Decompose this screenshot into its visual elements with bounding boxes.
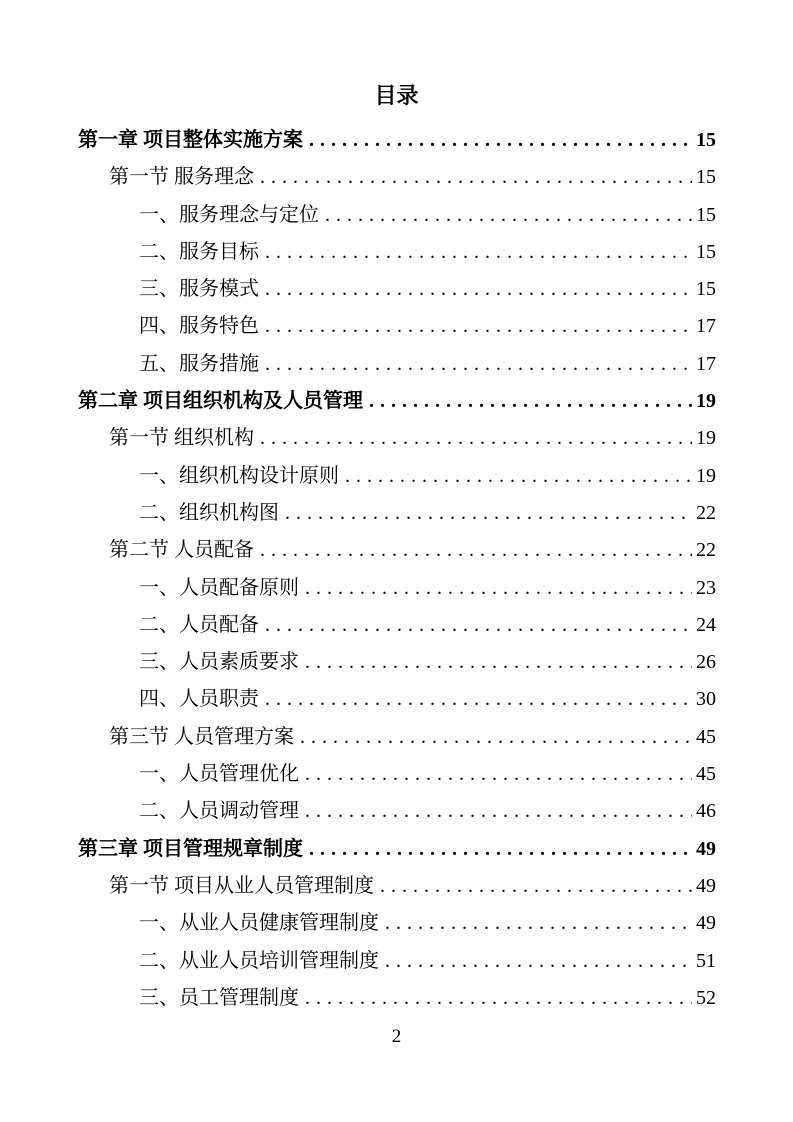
toc-entry-label: 二、组织机构图 [139,501,279,524]
toc-entry[interactable] [78,607,716,644]
toc-entry-page: 19 [696,390,716,413]
dot-leader-icon [265,346,692,383]
toc-entry-label: 一、组织机构设计原则 [139,464,339,487]
toc-entry-page: 17 [696,352,716,375]
toc-entry-page: 45 [696,763,716,786]
toc-entry[interactable] [78,943,716,980]
dot-leader-icon [385,943,692,980]
toc-entry[interactable] [78,719,716,756]
toc-entry-label: 二、从业人员培训管理制度 [139,949,379,972]
dot-leader-icon [300,719,692,756]
toc-entry-label: 一、服务理念与定位 [139,203,319,226]
toc-entry[interactable] [78,495,716,532]
toc-entry-page: 15 [696,203,716,226]
toc-entry-page: 23 [696,576,716,599]
toc-entry[interactable] [78,532,716,569]
dot-leader-icon [305,980,692,1017]
toc-entry[interactable] [78,234,716,271]
toc-entry-page: 22 [696,501,716,524]
dot-leader-icon [309,122,692,159]
dot-leader-icon [260,532,692,569]
toc-entry[interactable] [78,831,716,868]
toc-entry[interactable] [78,159,716,196]
dot-leader-icon [260,420,692,457]
toc-entry-page: 49 [696,837,716,860]
dot-leader-icon [305,756,692,793]
toc-entry-page: 15 [696,278,716,301]
toc-entry[interactable] [78,756,716,793]
dot-leader-icon [309,831,692,868]
toc-entry[interactable] [78,346,716,383]
toc-list [78,122,716,1017]
toc-entry[interactable] [78,122,716,159]
dot-leader-icon [385,905,692,942]
toc-entry[interactable] [78,308,716,345]
toc-entry-label: 第三章 项目管理规章制度 [78,837,303,860]
toc-entry[interactable] [78,868,716,905]
dot-leader-icon [325,197,692,234]
toc-entry-label: 第一章 项目整体实施方案 [78,129,303,151]
toc-entry-label: 一、从业人员健康管理制度 [139,912,379,935]
toc-entry[interactable] [78,570,716,607]
dot-leader-icon [265,234,692,271]
toc-entry-page: 22 [696,539,716,562]
toc-entry-page: 15 [696,166,716,189]
toc-entry-label: 三、员工管理制度 [139,986,299,1009]
toc-entry-label: 一、人员配备原则 [139,576,299,599]
toc-entry[interactable] [78,271,716,308]
toc-entry-page: 24 [696,613,716,636]
toc-entry-label: 五、服务措施 [139,352,259,375]
toc-entry[interactable] [78,644,716,681]
toc-entry-page: 51 [696,949,716,972]
toc-entry-page: 46 [696,800,716,823]
dot-leader-icon [305,570,692,607]
dot-leader-icon [305,644,692,681]
dot-leader-icon [285,495,692,532]
toc-entry[interactable] [78,458,716,495]
toc-entry[interactable] [78,980,716,1017]
toc-entry-label: 第一节 项目从业人员管理制度 [109,874,374,897]
toc-entry[interactable] [78,681,716,718]
toc-entry-page: 49 [696,874,716,897]
toc-entry-label: 二、人员配备 [139,613,259,636]
toc-entry-label: 第三节 人员管理方案 [109,725,294,748]
toc-entry-label: 四、服务特色 [139,315,259,338]
toc-entry-page: 19 [696,427,716,450]
dot-leader-icon [380,868,692,905]
dot-leader-icon [265,607,692,644]
toc-entry[interactable] [78,383,716,420]
toc-entry[interactable] [78,197,716,234]
toc-entry-page: 49 [696,912,716,935]
toc-entry-label: 三、人员素质要求 [139,651,299,674]
toc-entry-page: 52 [696,986,716,1009]
dot-leader-icon [345,458,692,495]
toc-entry[interactable] [78,793,716,830]
toc-entry-label: 第一节 组织机构 [109,427,254,450]
toc-entry-label: 第一节 服务理念 [109,166,254,189]
footer-page-number: 2 [391,1026,402,1047]
dot-leader-icon [369,383,692,420]
dot-leader-icon [305,793,692,830]
toc-entry-page: 15 [696,129,716,151]
toc-entry-page: 45 [696,725,716,748]
toc-entry-label: 三、服务模式 [139,278,259,301]
toc-entry[interactable] [78,420,716,457]
toc-entry-page: 17 [696,315,716,338]
toc-entry-page: 26 [696,651,716,674]
page-title: 目录 [374,83,419,108]
toc-entry-page: 19 [696,464,716,487]
toc-entry-page: 30 [696,688,716,711]
toc-entry-label: 一、人员管理优化 [139,763,299,786]
toc-entry-page: 15 [696,240,716,263]
dot-leader-icon [265,681,692,718]
toc-entry-label: 四、人员职责 [139,688,259,711]
toc-entry[interactable] [78,905,716,942]
toc-entry-label: 二、人员调动管理 [139,800,299,823]
dot-leader-icon [265,308,692,345]
toc-entry-label: 第二章 项目组织机构及人员管理 [78,390,363,413]
toc-entry-label: 二、服务目标 [139,240,259,263]
dot-leader-icon [260,159,692,196]
dot-leader-icon [265,271,692,308]
toc-entry-label: 第二节 人员配备 [109,539,254,562]
